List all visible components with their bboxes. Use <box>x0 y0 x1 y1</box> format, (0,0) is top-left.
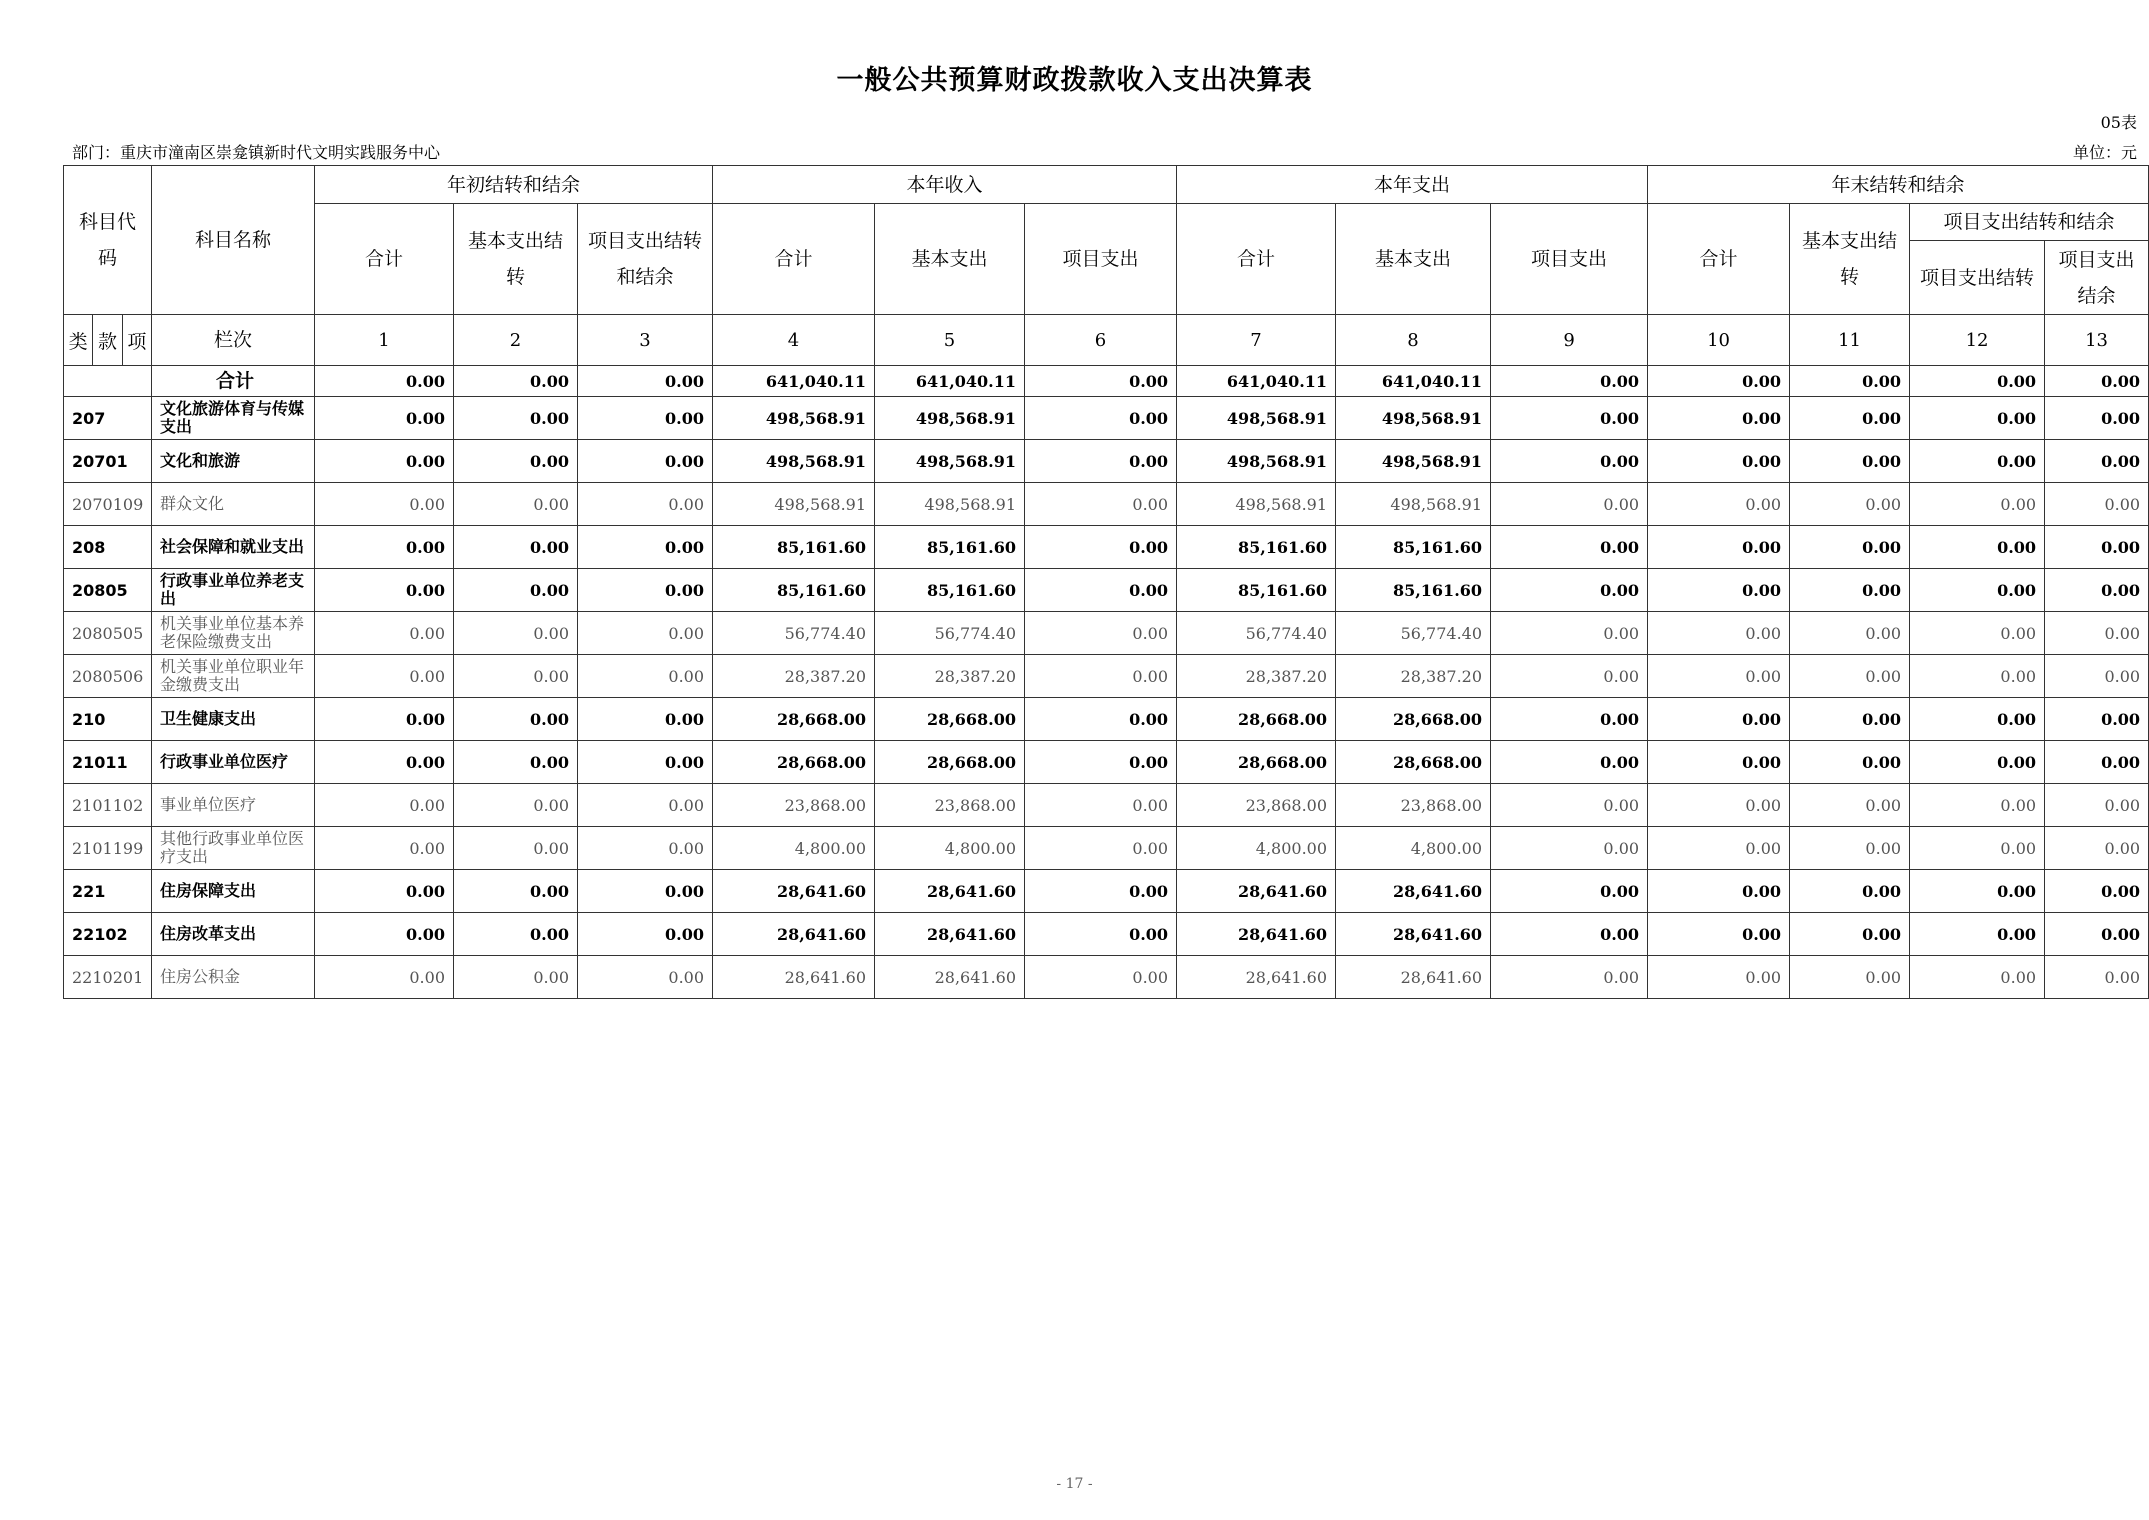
row-cell: 28,668.00 <box>875 741 1025 784</box>
row-code: 2080506 <box>64 655 152 698</box>
row-cell: 0.00 <box>578 569 713 612</box>
total-cell: 0.00 <box>578 366 713 397</box>
row-cell: 28,387.20 <box>713 655 875 698</box>
row-cell: 498,568.91 <box>1336 397 1491 440</box>
row-name: 住房保障支出 <box>152 870 315 913</box>
row-code: 20805 <box>64 569 152 612</box>
row-cell: 0.00 <box>1910 655 2045 698</box>
total-cell: 641,040.11 <box>875 366 1025 397</box>
col-index: 2 <box>454 315 578 366</box>
row-cell: 23,868.00 <box>875 784 1025 827</box>
row-cell: 0.00 <box>1910 526 2045 569</box>
row-cell: 0.00 <box>454 870 578 913</box>
row-cell: 0.00 <box>1025 870 1177 913</box>
row-code: 2080505 <box>64 612 152 655</box>
row-cell: 0.00 <box>578 483 713 526</box>
row-cell: 4,800.00 <box>713 827 875 870</box>
total-row <box>64 366 2149 397</box>
header-c9: 项目支出 <box>1491 204 1648 315</box>
col-index: 4 <box>713 315 875 366</box>
header-c11: 基本支出结转 <box>1790 204 1910 315</box>
col-index: 8 <box>1336 315 1491 366</box>
row-cell: 0.00 <box>315 870 454 913</box>
row-code: 20701 <box>64 440 152 483</box>
row-cell: 28,387.20 <box>1336 655 1491 698</box>
row-cell: 498,568.91 <box>875 483 1025 526</box>
row-cell: 0.00 <box>1491 397 1648 440</box>
row-name: 事业单位医疗 <box>152 784 315 827</box>
row-cell: 0.00 <box>1491 870 1648 913</box>
row-cell: 0.00 <box>1025 526 1177 569</box>
total-cell: 641,040.11 <box>713 366 875 397</box>
total-cell: 641,040.11 <box>1177 366 1336 397</box>
row-cell: 28,641.60 <box>1336 913 1491 956</box>
col-index: 6 <box>1025 315 1177 366</box>
row-cell: 28,641.60 <box>875 870 1025 913</box>
total-cell: 0.00 <box>1491 366 1648 397</box>
table-row <box>64 569 2149 612</box>
row-cell: 498,568.91 <box>1177 483 1336 526</box>
row-cell: 498,568.91 <box>1177 440 1336 483</box>
unit-label: 单位：元 <box>2072 143 2137 162</box>
header-c2: 基本支出结转 <box>454 204 578 315</box>
row-code: 2101102 <box>64 784 152 827</box>
col-index: 10 <box>1648 315 1790 366</box>
row-cell: 28,641.60 <box>713 870 875 913</box>
row-cell: 4,800.00 <box>1177 827 1336 870</box>
row-cell: 0.00 <box>2045 655 2149 698</box>
row-cell: 56,774.40 <box>875 612 1025 655</box>
row-cell: 0.00 <box>1790 913 1910 956</box>
row-cell: 0.00 <box>1648 440 1790 483</box>
row-cell: 0.00 <box>1910 870 2045 913</box>
table-row <box>64 827 2149 870</box>
row-cell: 0.00 <box>2045 741 2149 784</box>
row-cell: 28,641.60 <box>875 913 1025 956</box>
department-label: 部门：重庆市潼南区崇龛镇新时代文明实践服务中心 <box>72 143 441 162</box>
row-cell: 0.00 <box>315 913 454 956</box>
header-c8: 基本支出 <box>1336 204 1491 315</box>
row-cell: 0.00 <box>1648 784 1790 827</box>
header-c3: 项目支出结转和结余 <box>578 204 713 315</box>
row-cell: 0.00 <box>2045 483 2149 526</box>
row-cell: 0.00 <box>1910 483 2045 526</box>
row-cell: 28,668.00 <box>875 698 1025 741</box>
col-index: 12 <box>1910 315 2045 366</box>
table-row <box>64 956 2149 999</box>
row-cell: 0.00 <box>1491 784 1648 827</box>
table-row <box>64 741 2149 784</box>
col-index: 1 <box>315 315 454 366</box>
table-row <box>64 483 2149 526</box>
row-cell: 28,668.00 <box>1177 698 1336 741</box>
row-cell: 0.00 <box>454 483 578 526</box>
row-name: 文化旅游体育与传媒支出 <box>152 397 315 440</box>
row-cell: 0.00 <box>1491 612 1648 655</box>
row-cell: 0.00 <box>578 956 713 999</box>
row-cell: 0.00 <box>1648 741 1790 784</box>
row-cell: 498,568.91 <box>1336 483 1491 526</box>
row-name: 其他行政事业单位医疗支出 <box>152 827 315 870</box>
row-cell: 0.00 <box>454 827 578 870</box>
row-cell: 23,868.00 <box>713 784 875 827</box>
row-cell: 0.00 <box>1648 913 1790 956</box>
page-number: - 17 - <box>1056 1476 1093 1492</box>
row-cell: 0.00 <box>578 784 713 827</box>
col-index: 9 <box>1491 315 1648 366</box>
col-index: 13 <box>2045 315 2149 366</box>
row-cell: 0.00 <box>315 440 454 483</box>
row-cell: 0.00 <box>1025 569 1177 612</box>
row-cell: 56,774.40 <box>1177 612 1336 655</box>
row-cell: 28,641.60 <box>1177 913 1336 956</box>
row-cell: 85,161.60 <box>875 526 1025 569</box>
row-cell: 498,568.91 <box>1177 397 1336 440</box>
row-cell: 0.00 <box>1910 741 2045 784</box>
row-cell: 0.00 <box>1025 827 1177 870</box>
row-cell: 0.00 <box>2045 956 2149 999</box>
row-cell: 0.00 <box>315 741 454 784</box>
row-code: 207 <box>64 397 152 440</box>
row-cell: 0.00 <box>1910 612 2045 655</box>
col-index: 11 <box>1790 315 1910 366</box>
table-row <box>64 698 2149 741</box>
row-code: 221 <box>64 870 152 913</box>
header-c13: 项目支出结余 <box>2045 241 2149 315</box>
row-cell: 0.00 <box>454 784 578 827</box>
row-cell: 85,161.60 <box>1177 569 1336 612</box>
row-cell: 85,161.60 <box>1336 569 1491 612</box>
header-kuan: 款 <box>92 315 121 365</box>
row-cell: 56,774.40 <box>1336 612 1491 655</box>
row-cell: 85,161.60 <box>875 569 1025 612</box>
header-c12: 项目支出结转 <box>1910 241 2045 315</box>
row-cell: 0.00 <box>2045 827 2149 870</box>
row-cell: 0.00 <box>1790 870 1910 913</box>
row-cell: 0.00 <box>454 612 578 655</box>
header-group-expense: 本年支出 <box>1177 166 1648 204</box>
row-cell: 0.00 <box>454 655 578 698</box>
total-cell: 0.00 <box>1910 366 2045 397</box>
row-cell: 0.00 <box>1491 569 1648 612</box>
total-cell: 0.00 <box>1025 366 1177 397</box>
row-cell: 28,641.60 <box>1177 870 1336 913</box>
row-cell: 0.00 <box>1910 784 2045 827</box>
row-cell: 0.00 <box>1491 913 1648 956</box>
row-cell: 498,568.91 <box>713 397 875 440</box>
table-row <box>64 397 2149 440</box>
row-cell: 0.00 <box>2045 870 2149 913</box>
page-title: 一般公共预算财政拨款收入支出决算表 <box>836 65 1313 96</box>
row-cell: 0.00 <box>1648 483 1790 526</box>
col-index: 7 <box>1177 315 1336 366</box>
table-row <box>64 612 2149 655</box>
row-cell: 0.00 <box>1790 526 1910 569</box>
row-cell: 0.00 <box>1790 827 1910 870</box>
row-cell: 0.00 <box>578 397 713 440</box>
row-cell: 0.00 <box>1025 655 1177 698</box>
header-c7: 合计 <box>1177 204 1336 315</box>
header-lei: 类 <box>68 330 88 353</box>
row-cell: 0.00 <box>1025 698 1177 741</box>
row-cell: 0.00 <box>315 698 454 741</box>
row-cell: 0.00 <box>1025 784 1177 827</box>
row-name: 行政事业单位养老支出 <box>152 569 315 612</box>
row-cell: 0.00 <box>454 956 578 999</box>
row-cell: 0.00 <box>315 526 454 569</box>
row-cell: 0.00 <box>1491 827 1648 870</box>
row-code: 208 <box>64 526 152 569</box>
row-cell: 0.00 <box>1025 913 1177 956</box>
row-cell: 0.00 <box>1790 698 1910 741</box>
form-number: 05表 <box>2100 113 2137 132</box>
row-cell: 0.00 <box>2045 526 2149 569</box>
row-cell: 0.00 <box>315 612 454 655</box>
row-code: 2070109 <box>64 483 152 526</box>
row-cell: 0.00 <box>578 913 713 956</box>
row-cell: 28,641.60 <box>1336 956 1491 999</box>
row-cell: 0.00 <box>1491 483 1648 526</box>
row-cell: 0.00 <box>1025 956 1177 999</box>
row-cell: 0.00 <box>1491 741 1648 784</box>
row-cell: 0.00 <box>2045 440 2149 483</box>
table-row <box>64 526 2149 569</box>
row-cell: 0.00 <box>1025 612 1177 655</box>
row-cell: 0.00 <box>1910 397 2045 440</box>
row-cell: 0.00 <box>578 526 713 569</box>
header-c4: 合计 <box>713 204 875 315</box>
row-cell: 0.00 <box>1648 870 1790 913</box>
row-cell: 0.00 <box>315 483 454 526</box>
row-cell: 0.00 <box>1910 827 2045 870</box>
row-cell: 0.00 <box>1491 956 1648 999</box>
row-cell: 28,668.00 <box>1336 698 1491 741</box>
row-cell: 0.00 <box>1790 397 1910 440</box>
row-name: 机关事业单位职业年金缴费支出 <box>152 655 315 698</box>
row-cell: 0.00 <box>2045 397 2149 440</box>
row-cell: 0.00 <box>2045 569 2149 612</box>
row-code: 210 <box>64 698 152 741</box>
row-cell: 0.00 <box>1790 440 1910 483</box>
row-cell: 0.00 <box>2045 612 2149 655</box>
row-cell: 0.00 <box>1491 526 1648 569</box>
total-cell: 0.00 <box>2045 366 2149 397</box>
row-cell: 28,668.00 <box>713 698 875 741</box>
row-cell: 0.00 <box>1491 440 1648 483</box>
row-cell: 0.00 <box>454 526 578 569</box>
row-cell: 0.00 <box>1491 698 1648 741</box>
header-group-income: 本年收入 <box>713 166 1177 204</box>
row-cell: 0.00 <box>578 741 713 784</box>
row-cell: 0.00 <box>1790 612 1910 655</box>
row-cell: 0.00 <box>454 397 578 440</box>
header-xiang: 项 <box>122 315 151 365</box>
total-cell: 0.00 <box>1648 366 1790 397</box>
header-c1: 合计 <box>315 204 454 315</box>
table-row <box>64 655 2149 698</box>
row-cell: 0.00 <box>1790 569 1910 612</box>
row-name: 群众文化 <box>152 483 315 526</box>
row-cell: 0.00 <box>1648 612 1790 655</box>
col-index: 5 <box>875 315 1025 366</box>
row-cell: 0.00 <box>1025 397 1177 440</box>
table-row <box>64 440 2149 483</box>
row-cell: 85,161.60 <box>1336 526 1491 569</box>
row-cell: 0.00 <box>1648 698 1790 741</box>
row-cell: 0.00 <box>315 655 454 698</box>
row-name: 机关事业单位基本养老保险缴费支出 <box>152 612 315 655</box>
row-cell: 0.00 <box>454 741 578 784</box>
row-cell: 0.00 <box>315 397 454 440</box>
total-cell: 641,040.11 <box>1336 366 1491 397</box>
budget-table <box>63 165 2149 999</box>
row-cell: 0.00 <box>1648 827 1790 870</box>
header-lkx <box>64 315 152 366</box>
row-cell: 0.00 <box>1648 956 1790 999</box>
header-c5: 基本支出 <box>875 204 1025 315</box>
row-cell: 0.00 <box>1910 698 2045 741</box>
row-cell: 28,668.00 <box>1177 741 1336 784</box>
table-row <box>64 784 2149 827</box>
row-cell: 0.00 <box>1790 741 1910 784</box>
row-cell: 23,868.00 <box>1336 784 1491 827</box>
row-cell: 28,668.00 <box>1336 741 1491 784</box>
row-cell: 85,161.60 <box>1177 526 1336 569</box>
row-cell: 0.00 <box>1648 526 1790 569</box>
row-cell: 0.00 <box>1790 483 1910 526</box>
row-code: 2101199 <box>64 827 152 870</box>
row-cell: 0.00 <box>1025 483 1177 526</box>
row-cell: 4,800.00 <box>1336 827 1491 870</box>
row-cell: 0.00 <box>1790 956 1910 999</box>
row-cell: 0.00 <box>2045 913 2149 956</box>
row-cell: 85,161.60 <box>713 569 875 612</box>
row-cell: 28,387.20 <box>875 655 1025 698</box>
total-code <box>64 366 152 397</box>
row-cell: 0.00 <box>1648 397 1790 440</box>
row-cell: 23,868.00 <box>1177 784 1336 827</box>
row-name: 社会保障和就业支出 <box>152 526 315 569</box>
table-row <box>64 870 2149 913</box>
row-cell: 0.00 <box>1025 741 1177 784</box>
row-cell: 0.00 <box>1910 440 2045 483</box>
header-name: 科目名称 <box>152 166 315 315</box>
row-cell: 28,387.20 <box>1177 655 1336 698</box>
table-row <box>64 913 2149 956</box>
row-cell: 0.00 <box>454 569 578 612</box>
row-cell: 0.00 <box>1025 440 1177 483</box>
row-cell: 0.00 <box>1910 913 2045 956</box>
row-name: 卫生健康支出 <box>152 698 315 741</box>
total-cell: 0.00 <box>315 366 454 397</box>
row-cell: 0.00 <box>578 870 713 913</box>
row-name: 行政事业单位医疗 <box>152 741 315 784</box>
row-cell: 0.00 <box>454 913 578 956</box>
row-cell: 0.00 <box>1648 655 1790 698</box>
row-cell: 0.00 <box>1910 956 2045 999</box>
row-cell: 0.00 <box>1491 655 1648 698</box>
total-label: 合计 <box>152 366 315 397</box>
row-cell: 0.00 <box>578 440 713 483</box>
row-cell: 0.00 <box>2045 698 2149 741</box>
header-group-closing: 年末结转和结余 <box>1648 166 2149 204</box>
row-cell: 0.00 <box>315 956 454 999</box>
row-code: 21011 <box>64 741 152 784</box>
row-cell: 0.00 <box>1790 784 1910 827</box>
row-name: 住房改革支出 <box>152 913 315 956</box>
row-cell: 0.00 <box>1910 569 2045 612</box>
row-cell: 0.00 <box>578 698 713 741</box>
row-cell: 498,568.91 <box>713 440 875 483</box>
row-cell: 85,161.60 <box>713 526 875 569</box>
row-cell: 0.00 <box>454 698 578 741</box>
row-cell: 4,800.00 <box>875 827 1025 870</box>
row-code: 22102 <box>64 913 152 956</box>
header-group-opening: 年初结转和结余 <box>315 166 713 204</box>
row-cell: 28,668.00 <box>713 741 875 784</box>
row-cell: 28,641.60 <box>1177 956 1336 999</box>
header-index-label: 栏次 <box>152 315 315 366</box>
row-cell: 0.00 <box>578 827 713 870</box>
row-cell: 498,568.91 <box>875 397 1025 440</box>
total-cell: 0.00 <box>1790 366 1910 397</box>
row-cell: 498,568.91 <box>713 483 875 526</box>
col-index: 3 <box>578 315 713 366</box>
header-project-group: 项目支出结转和结余 <box>1910 204 2149 241</box>
row-cell: 0.00 <box>1790 655 1910 698</box>
row-code: 2210201 <box>64 956 152 999</box>
row-cell: 0.00 <box>315 569 454 612</box>
row-cell: 28,641.60 <box>713 956 875 999</box>
row-cell: 28,641.60 <box>713 913 875 956</box>
row-name: 住房公积金 <box>152 956 315 999</box>
row-cell: 0.00 <box>578 655 713 698</box>
row-cell: 0.00 <box>315 827 454 870</box>
row-name: 文化和旅游 <box>152 440 315 483</box>
row-cell: 0.00 <box>2045 784 2149 827</box>
row-cell: 28,641.60 <box>875 956 1025 999</box>
row-cell: 0.00 <box>578 612 713 655</box>
row-cell: 28,641.60 <box>1336 870 1491 913</box>
row-cell: 0.00 <box>454 440 578 483</box>
header-c6: 项目支出 <box>1025 204 1177 315</box>
header-c10: 合计 <box>1648 204 1790 315</box>
header-code: 科目代码 <box>64 166 152 315</box>
total-cell: 0.00 <box>454 366 578 397</box>
row-cell: 0.00 <box>1648 569 1790 612</box>
row-cell: 498,568.91 <box>875 440 1025 483</box>
row-cell: 56,774.40 <box>713 612 875 655</box>
row-cell: 0.00 <box>315 784 454 827</box>
row-cell: 498,568.91 <box>1336 440 1491 483</box>
